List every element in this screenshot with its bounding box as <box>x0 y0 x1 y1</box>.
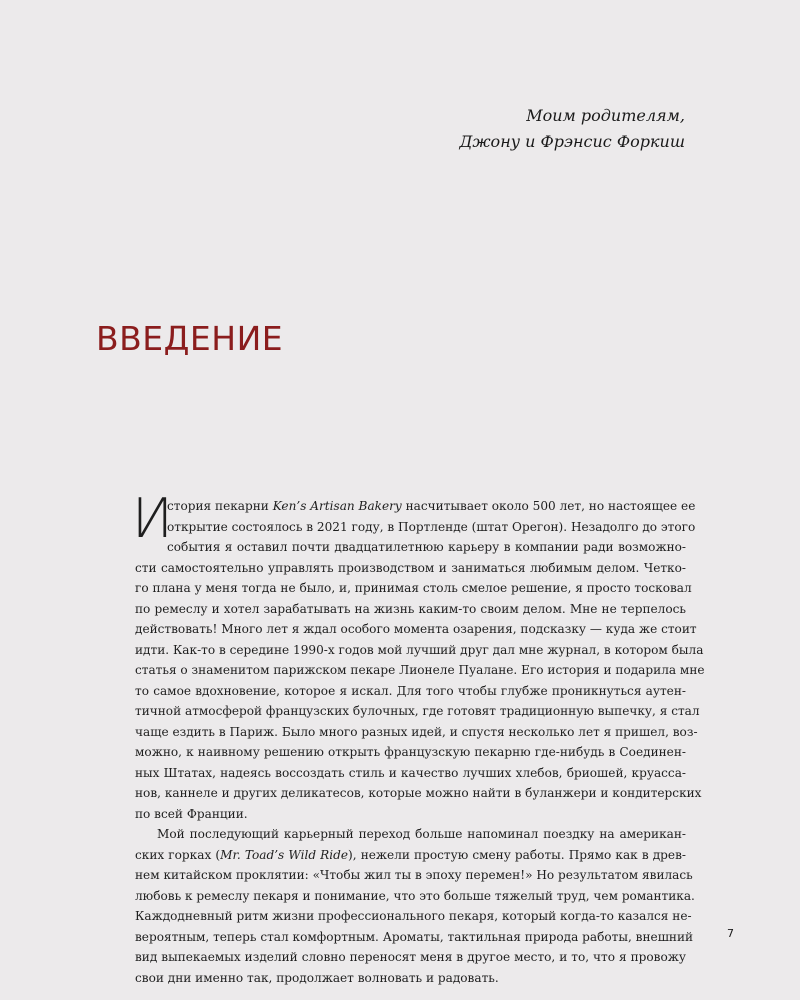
text-line: чаще ездить в Париж. Было много разных идей, и спустя несколько лет я пришел, воз- <box>135 724 698 739</box>
text-line: нов, каннеле и других деликатесов, которые можно найти в буланжери и кондитерских <box>135 786 702 800</box>
text-line: ских горках (Mr. Toad’s Wild Ride), нежели простую смену работы. Прямо как в древ- <box>135 847 686 862</box>
text-line: Мой последующий карьерный переход больше напоминал поездку на американ- <box>157 827 686 841</box>
page-number: 7 <box>727 927 734 940</box>
text-line: стория пекарни Ken’s Artisan Bakery насчитывает около 500 лет, но настоящее ее <box>167 499 696 513</box>
text-line: свои дни именно так, продолжает волновать и радовать. <box>135 970 499 985</box>
text-line: вероятным, теперь стал комфортным. Ароматы, тактильная природа работы, внешний <box>135 929 694 944</box>
chapter-body <box>132 487 705 988</box>
text-line: Каждодневный ритм жизни профессионального пекаря, который когда-то казался не- <box>135 909 692 923</box>
text-line: сти самостоятельно управлять производством и заниматься любимым делом. Четко- <box>135 560 686 575</box>
text-line: по всей Франции. <box>135 806 248 821</box>
text-line: вид выпекаемых изделий словно переносят меня в другое место, и то, что я провожу <box>135 950 686 964</box>
text-line: можно, к наивному решению открыть французскую пекарню где-нибудь в Соединен- <box>135 745 686 759</box>
text-line: статья о знаменитом парижском пекаре Лионеле Пуалане. Его история и подарила мне <box>135 663 705 677</box>
chapter-title: ВВЕДЕНИЕ <box>96 319 284 358</box>
dedication-line-1: Моим родителям, <box>526 106 685 125</box>
paragraph-2 <box>135 824 695 988</box>
text-line: то самое вдохновение, которое я искал. Для того чтобы глубже проникнуться аутен- <box>135 683 686 698</box>
text-line: идти. Как-то в середине 1990-х годов мой лучший друг дал мне журнал, в котором была <box>135 642 704 657</box>
text-line: открытие состоялось в 2021 году, в Портленде (штат Орегон). Незадолго до этого <box>167 519 696 534</box>
text-line: действовать! Много лет я ждал особого момента озарения, подсказку — куда же стоит <box>135 622 697 636</box>
text-line: ных Штатах, надеясь воссоздать стиль и качество лучших хлебов, бриошей, круассa- <box>135 765 686 780</box>
dedication-line-2: Джону и Фрэнсис Форкиш <box>459 132 685 151</box>
text-line: любовь к ремеслу пекаря и понимание, что это больше тяжелый труд, чем романтика. <box>135 888 695 903</box>
text-line: по ремеслу и хотел зарабатывать на жизнь каким-то своим делом. Мне не терпелось <box>135 601 686 616</box>
text-line: события я оставил почти двадцатилетнюю карьеру в компании ради возможно- <box>167 540 686 554</box>
paragraph-1 <box>132 487 705 824</box>
text-line: нем китайском проклятии: «Чтобы жил ты в эпоху перемен!» Но результатом явилась <box>135 868 693 882</box>
text-line: го плана у меня тогда не было, и, принимая столь смелое решение, я просто тосковал <box>135 581 692 595</box>
text-line: тичной атмосферой французских булочных, где готовят традиционную выпечку, я стал <box>135 704 700 718</box>
dedication <box>459 103 685 155</box>
drop-cap: И <box>132 487 173 550</box>
